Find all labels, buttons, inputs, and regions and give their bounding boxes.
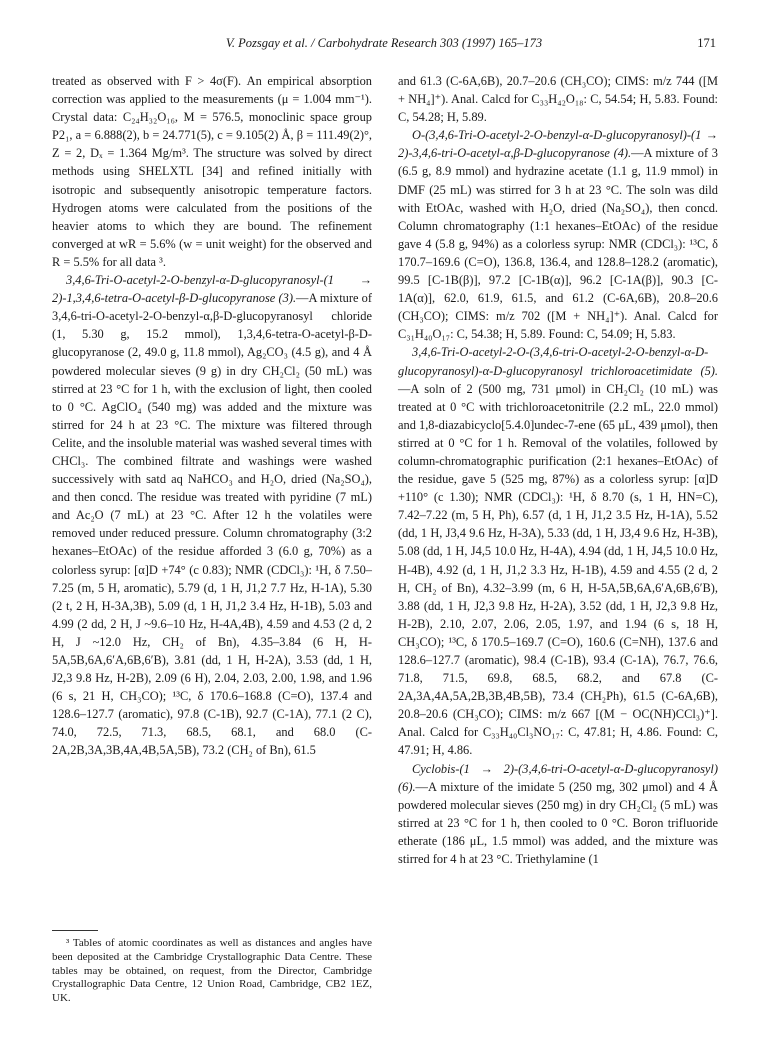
compound-5-paragraph bbox=[398, 343, 718, 759]
compound-5-body: —A soln of 2 (500 mg, 731 μmol) in CH₂Cl₂ (10 mL) was treated at 0 °C with trichloroacetonitrile (2.2 mL, 22.0 mmol) and 1,8-diazabicyclo[5.4.0]undec-7-ene (65 μL, 439 μmol), then stirred at 0 °C for 1 h. Removal of the volatiles, followed by column-chromatographic purification (2:1 hexanes–EtOAc) of the residue, gave 5 (525 mg, 87%) as a colorless syrup: [α]D +110° (c 1.30); NMR (CDCl₃): ¹H, δ 8.70 (s, 1 H, HN=C), 7.42–7.22 (m, 5 H, Ph), 6.57 (d, 1 H, J1,2 3.5 Hz, H-1A), 5.52 (dd, 1 H, J3,4 9.6 Hz, H-3A), 5.33 (dd, 1 H, J3,4 9.6 Hz, H-3B), 5.08 (dd, 1 H, J4,5 10.0 Hz, H-4A), 4.94 (dd, 1 H, J4,5 10.0 Hz, H-4B), 4.92 (d, 1 H, J1,2 3.3 Hz, H-1B), 4.59 and 4.55 (2 d, 2 H, CH₂ of Bn), 4.32–3.99 (m, 6 H, H-5A,5B,6A,6′A,6B,6′B), 3.88 (dd, 1 H, J2,3 9.8 Hz, H-2A), 3.52 (dd, 1 H, J2,3 9.8 Hz, H-2B), 2.10, 2.07, 2.06, 2.05, 1.97, and 1.94 (6 s, 18 H, CH₃CO); ¹³C, δ 170.5–169.7 (C=O), 160.6 (C=NH), 137.6 and 128.6–127.7 (aromatic), 98.4 (C-1B), 93.4 (C-1A), 76.7, 76.6, 71.8, 71.5, 69.8, 68.5, 68.2, and 67.8 (C-2A,3A,4A,5A,2B,3B,4B,5B), 73.4 (CH₂Ph), 61.5 (C-6A,6B), 20.8–20.6 (CH₃CO); CIMS: m/z 667 [(M − OC(NH)CCl₃)⁺]. Anal. Calcd for C₃₃H₄₀Cl₃NO₁₇: C, 47.81; H, 4.86. Found: C, 47.91; H, 4.86. bbox=[398, 381, 718, 758]
compound-6-body: —A mixture of the imidate 5 (250 mg, 302 μmol) and 4 Å powdered molecular sieves (250 mg) in dry CH₂Cl₂ (5 mL) was stirred at 23 °C for 1 h, then cooled to 0 °C. Boron trifluoride etherate (186 μL, 1.5 mmol) was added, and the mixture was stirred for 4 h at 23 °C. Triethylamine (1 bbox=[398, 779, 718, 867]
left-column bbox=[52, 72, 372, 760]
footnote-rule bbox=[52, 930, 98, 931]
running-header bbox=[0, 36, 768, 56]
compound-3-title: 3,4,6-Tri-O-acetyl-2-O-benzyl-α-D-glucopyranosyl-(1 → 2)-1,3,4,6-tetra-O-acetyl-β-D-glucopyranose (3). bbox=[52, 273, 372, 306]
right-column bbox=[398, 72, 718, 868]
compound-3-paragraph bbox=[52, 271, 372, 760]
compound-3-body: —A mixture of 3,4,6-tri-O-acetyl-2-O-benzyl-α,β-D-glucopyranosyl chloride (1, 5.30 g, 15.2 mmol), 1,3,4,6-tetra-O-acetyl-β-D-glucopyranose (2, 49.0 g, 11.8 mmol), Ag₂CO₃ (4.5 g), and 4 Å powdered molecular sieves (9 g) in dry CH₂Cl₂ (50 mL) was stirred at 23 °C for 1 h, with the exclusion of light, then cooled to 0 °C. AgClO₄ (540 mg) was added and the mixture was stirred for 24 h at 23 °C. The mixture was filtered through Celite, and the insoluble material was washed several times with CHCl₃. The combined filtrate and washings were washed successively with satd aq NaHCO₃ and H₂O, dried (Na₂SO₄), and then concd. The residue was treated with pyridine (7 mL) and Ac₂O (7 mL) at 23 °C. After 12 h the volatiles were removed under reduced pressure. Column chromatography (3:2 hexanes–EtOAc) of the residue afforded 3 (6.0 g, 70%) as a colorless syrup: [α]D +74° (c 0.83); NMR (CDCl₃): ¹H, δ 7.50–7.25 (m, 5 H, aromatic), 5.79 (d, 1 H, J1,2 7.7 Hz, H-1A), 5.30 (2 t, 2 H, H-3A,3B), 5.09 (d, 1 H, J1,2 3.4 Hz, H-1B), 5.03 and 4.99 (2 dd, 2 H, J ~9.6–10 Hz, H-4A,4B), 4.59 and 4.53 (2 d, 2 H, J ~12.0 Hz, CH₂ of Bn), 4.35–3.84 (6 H, H-5A,5B,6A,6′A,6B,6′B), 3.81 (dd, 1 H, H-2A), 3.53 (dd, 1 H, J2,3 9.8 Hz, H-2B), 2.09 (6 H), 2.04, 2.03, 2.00, 1.98, and 1.96 (6 s, 21 H, CH₃CO); ¹³C, δ 170.6–168.8 (C=O), 137.4 and 128.6–127.7 (aromatic), 97.8 (C-1B), 92.7 (C-1A), 77.1 (2 C), 74.0, 72.5, 71.3, 68.5, 68.1, and 68.0 (C-2A,2B,3A,3B,4A,4B,5A,5B), 73.2 (CH₂ of Bn), 61.5 bbox=[52, 291, 373, 758]
compound-4-title: O-(3,4,6-Tri-O-acetyl-2-O-benzyl-α-D-glucopyranosyl)-(1 → 2)-3,4,6-tri-O-acetyl-α,β-D-glucopyranose (4). bbox=[398, 128, 718, 161]
compound-5-title: 3,4,6-Tri-O-acetyl-2-O-(3,4,6-tri-O-acetyl-2-O-benzyl-α-D-glucopyranosyl)-α-D-glucopyranosyl trichloroacetimidate (5). bbox=[398, 345, 718, 378]
compound-4-paragraph bbox=[398, 126, 718, 343]
compound-3-continuation: and 61.3 (C-6A,6B), 20.7–20.6 (CH₃CO); CIMS: m/z 744 ([M + NH₄]⁺). Anal. Calcd for C₃₃H₄₂O₁₈: C, 54.54; H, 5.83. Found: C, 54.28; H, 5.89. bbox=[398, 74, 718, 125]
compound-6-paragraph bbox=[398, 760, 718, 869]
compound-4-body: —A mixture of 3 (6.5 g, 8.9 mmol) and hydrazine acetate (1.1 g, 11.9 mmol) in DMF (25 mL) was stirred for 3 h at 23 °C. The soln was dild with EtOAc, washed with H₂O, dried (Na₂SO₄), then concd. Column chromatography (1:1 hexanes–EtOAc) of the residue gave 4 (5.8 g, 94%) as a colorless syrup: NMR (CDCl₃): ¹³C, δ 170.7–169.6 (C=O), 136.8, 136.4, and 128.8–128.2 (aromatic), 99.5 [C-1B(β)], 97.2 [C-1B(α)], 96.2 [C-1A(β)], 90.3 [C-1A(α)], 62.0, 61.9, 61.5, and 61.2 (C-6A,6B), 20.8–20.6 (CH₃CO); CIMS: m/z 702 ([M + NH₄]⁺). Anal. Calcd for C₃₁H₄₀O₁₇: C, 54.38; H, 5.89. Found: C, 54.09; H, 5.83. bbox=[398, 146, 718, 342]
running-title: V. Pozsgay et al. / Carbohydrate Research 303 (1997) 165–173 bbox=[225, 36, 543, 50]
crystal-structure-paragraph: treated as observed with F > 4σ(F). An empirical absorption correction was applied to the measurements (μ = 1.004 mm⁻¹). Crystal data: C₂₄H₃₂O₁₆, M = 576.5, monoclinic space group P2₁, a = 6.888(2), b = 24.771(5), c = 9.105(2) Å, β = 111.49(2)°, Z = 2, Dₓ = 1.364 Mg/m³. The structure was solved by direct methods using SHELXTL [34] and refined initially with isotropic and subsequently anisotropic temperature factors. Hydrogen atoms were calculated from the positions of the heavier atoms to which they are bound. The refinement converged at wR = 5.6% (w = unit weight) for the observed and R = 5.5% for all data ³. bbox=[52, 74, 372, 269]
footnote bbox=[52, 930, 372, 1006]
page-number: 171 bbox=[697, 36, 716, 50]
footnote-text: ³ Tables of atomic coordinates as well as distances and angles have been deposited at the Cambridge Crystallographic Data Centre. These tables may be obtained, on request, from the Director, Cambridge Crystallographic Data Centre, 12 Union Road, Cambridge, CB2 1EZ, UK. bbox=[52, 937, 372, 1005]
compound-6-title: Cyclobis-(1 → 2)-(3,4,6-tri-O-acetyl-α-D-glucopyranosyl) (6). bbox=[398, 761, 718, 794]
